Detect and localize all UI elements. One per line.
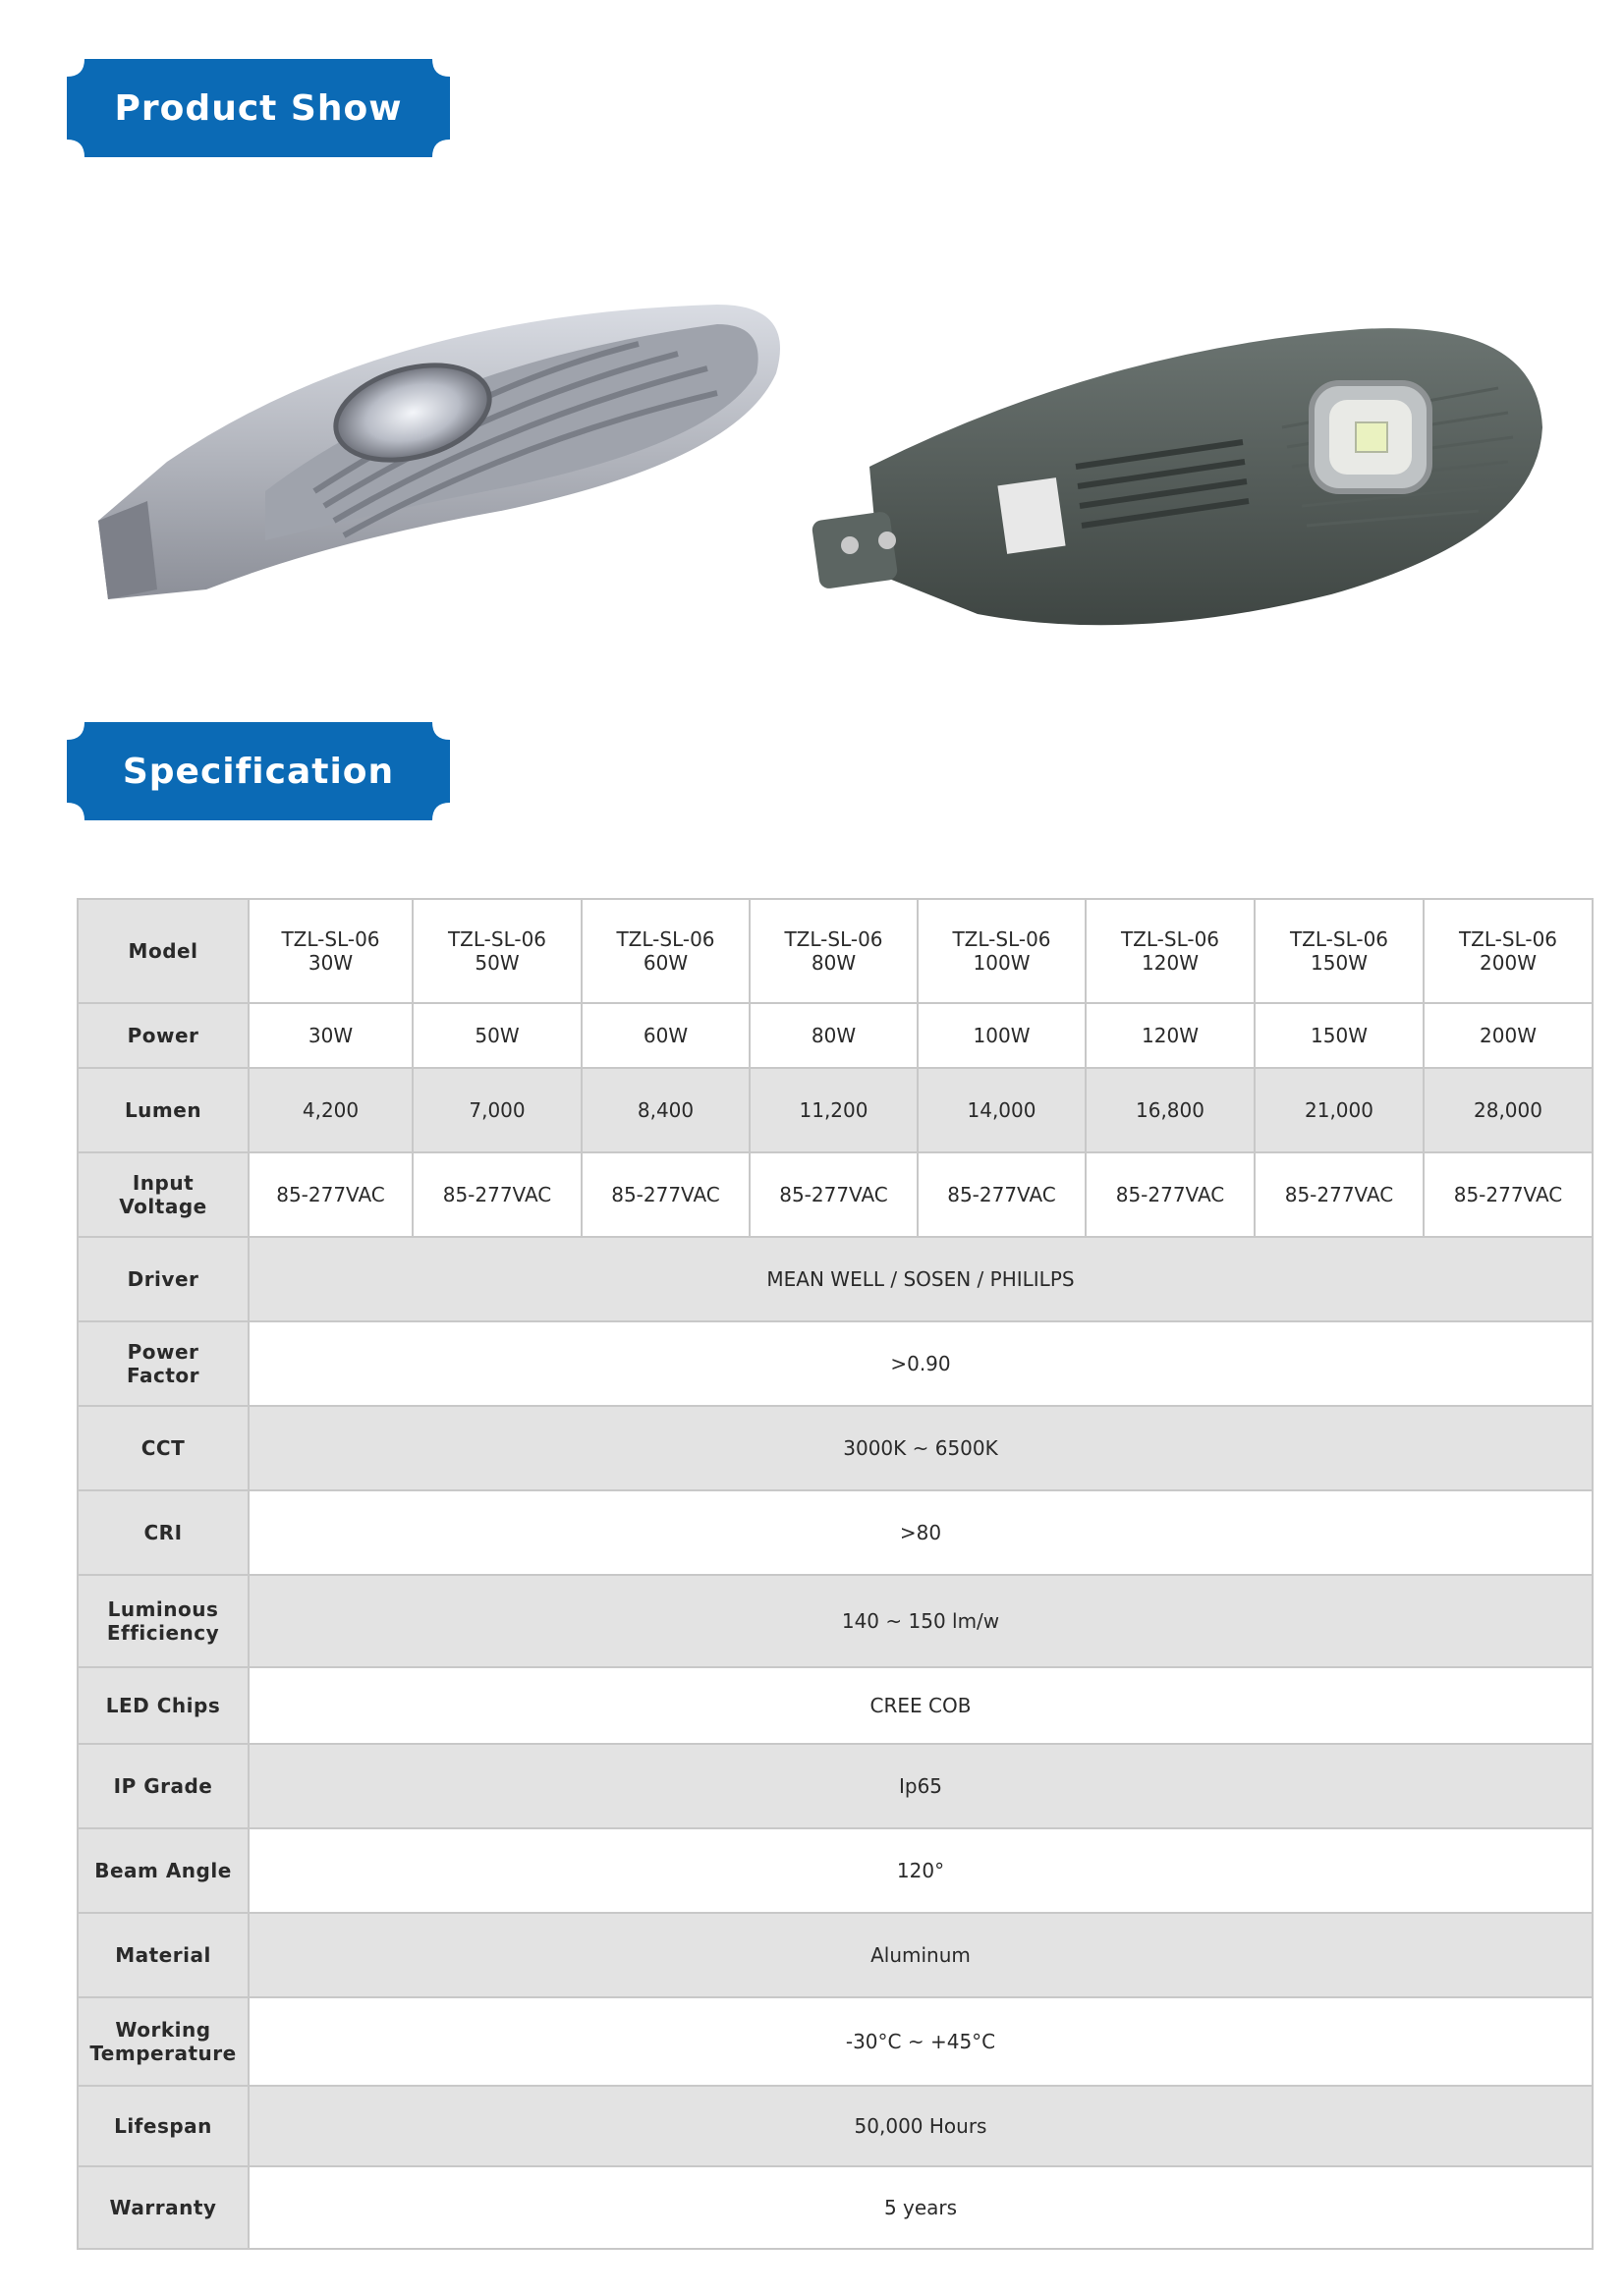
specification-banner — [67, 722, 450, 820]
power-factor-value: >0.90 — [249, 1321, 1593, 1406]
table-row-cct — [78, 1406, 1593, 1490]
table-row-material — [78, 1913, 1593, 1997]
model-cell: TZL-SL-06 200W — [1424, 899, 1593, 1003]
lumen-cell: 21,000 — [1255, 1068, 1424, 1152]
driver-value: MEAN WELL / SOSEN / PHILILPS — [249, 1237, 1593, 1321]
working-temperature-value: -30°C ~ +45°C — [249, 1997, 1593, 2086]
power-cell: 120W — [1086, 1003, 1255, 1068]
row-label-cct: CCT — [78, 1406, 249, 1490]
power-cell: 150W — [1255, 1003, 1424, 1068]
table-row-ip-grade — [78, 1744, 1593, 1828]
ip-grade-value: Ip65 — [249, 1744, 1593, 1828]
row-label-model: Model — [78, 899, 249, 1003]
table-row-lumen — [78, 1068, 1593, 1152]
led-chips-value: CREE COB — [249, 1667, 1593, 1744]
lifespan-value: 50,000 Hours — [249, 2086, 1593, 2166]
lumen-cell: 11,200 — [750, 1068, 918, 1152]
power-cell: 100W — [918, 1003, 1086, 1068]
model-cell: TZL-SL-06 80W — [750, 899, 918, 1003]
table-row-luminous-efficiency — [78, 1575, 1593, 1667]
lumen-cell: 7,000 — [413, 1068, 582, 1152]
row-label-warranty: Warranty — [78, 2166, 249, 2249]
table-row-power-factor — [78, 1321, 1593, 1406]
product-show-banner — [67, 59, 450, 157]
lumen-cell: 8,400 — [582, 1068, 750, 1152]
table-row-driver — [78, 1237, 1593, 1321]
table-row-input-voltage — [78, 1152, 1593, 1237]
voltage-cell: 85-277VAC — [582, 1152, 750, 1237]
specification-table — [77, 898, 1594, 2250]
voltage-cell: 85-277VAC — [249, 1152, 413, 1237]
row-label-lumen: Lumen — [78, 1068, 249, 1152]
voltage-cell: 85-277VAC — [918, 1152, 1086, 1237]
power-cell: 80W — [750, 1003, 918, 1068]
model-cell: TZL-SL-06 60W — [582, 899, 750, 1003]
lumen-cell: 28,000 — [1424, 1068, 1593, 1152]
row-label-ip-grade: IP Grade — [78, 1744, 249, 1828]
table-row-lifespan — [78, 2086, 1593, 2166]
table-row-cri — [78, 1490, 1593, 1575]
power-cell: 60W — [582, 1003, 750, 1068]
street-light-dark-image — [811, 319, 1557, 653]
voltage-cell: 85-277VAC — [1086, 1152, 1255, 1237]
warranty-value: 5 years — [249, 2166, 1593, 2249]
cri-value: >80 — [249, 1490, 1593, 1575]
row-label-material: Material — [78, 1913, 249, 1997]
row-label-input-voltage: Input Voltage — [78, 1152, 249, 1237]
voltage-cell: 85-277VAC — [1424, 1152, 1593, 1237]
cct-value: 3000K ~ 6500K — [249, 1406, 1593, 1490]
table-row-beam-angle — [78, 1828, 1593, 1913]
material-value: Aluminum — [249, 1913, 1593, 1997]
row-label-power-factor: Power Factor — [78, 1321, 249, 1406]
table-row-led-chips — [78, 1667, 1593, 1744]
specification-title: Specification — [122, 751, 395, 792]
voltage-cell: 85-277VAC — [413, 1152, 582, 1237]
model-cell: TZL-SL-06 150W — [1255, 899, 1424, 1003]
table-row-power — [78, 1003, 1593, 1068]
model-cell: TZL-SL-06 100W — [918, 899, 1086, 1003]
model-cell: TZL-SL-06 50W — [413, 899, 582, 1003]
row-label-cri: CRI — [78, 1490, 249, 1575]
power-cell: 200W — [1424, 1003, 1593, 1068]
row-label-lifespan: Lifespan — [78, 2086, 249, 2166]
row-label-working-temperature: Working Temperature — [78, 1997, 249, 2086]
voltage-cell: 85-277VAC — [1255, 1152, 1424, 1237]
row-label-driver: Driver — [78, 1237, 249, 1321]
row-label-led-chips: LED Chips — [78, 1667, 249, 1744]
street-light-grey-image — [88, 295, 796, 619]
lumen-cell: 14,000 — [918, 1068, 1086, 1152]
luminous-efficiency-value: 140 ~ 150 lm/w — [249, 1575, 1593, 1667]
voltage-cell: 85-277VAC — [750, 1152, 918, 1237]
power-cell: 30W — [249, 1003, 413, 1068]
table-row-warranty — [78, 2166, 1593, 2249]
table-row-working-temperature — [78, 1997, 1593, 2086]
lumen-cell: 16,800 — [1086, 1068, 1255, 1152]
power-cell: 50W — [413, 1003, 582, 1068]
row-label-power: Power — [78, 1003, 249, 1068]
product-show-title: Product Show — [114, 87, 403, 129]
table-row-model — [78, 899, 1593, 1003]
row-label-beam-angle: Beam Angle — [78, 1828, 249, 1913]
row-label-luminous-efficiency: Luminous Efficiency — [78, 1575, 249, 1667]
model-cell: TZL-SL-06 30W — [249, 899, 413, 1003]
beam-angle-value: 120° — [249, 1828, 1593, 1913]
lumen-cell: 4,200 — [249, 1068, 413, 1152]
model-cell: TZL-SL-06 120W — [1086, 899, 1255, 1003]
